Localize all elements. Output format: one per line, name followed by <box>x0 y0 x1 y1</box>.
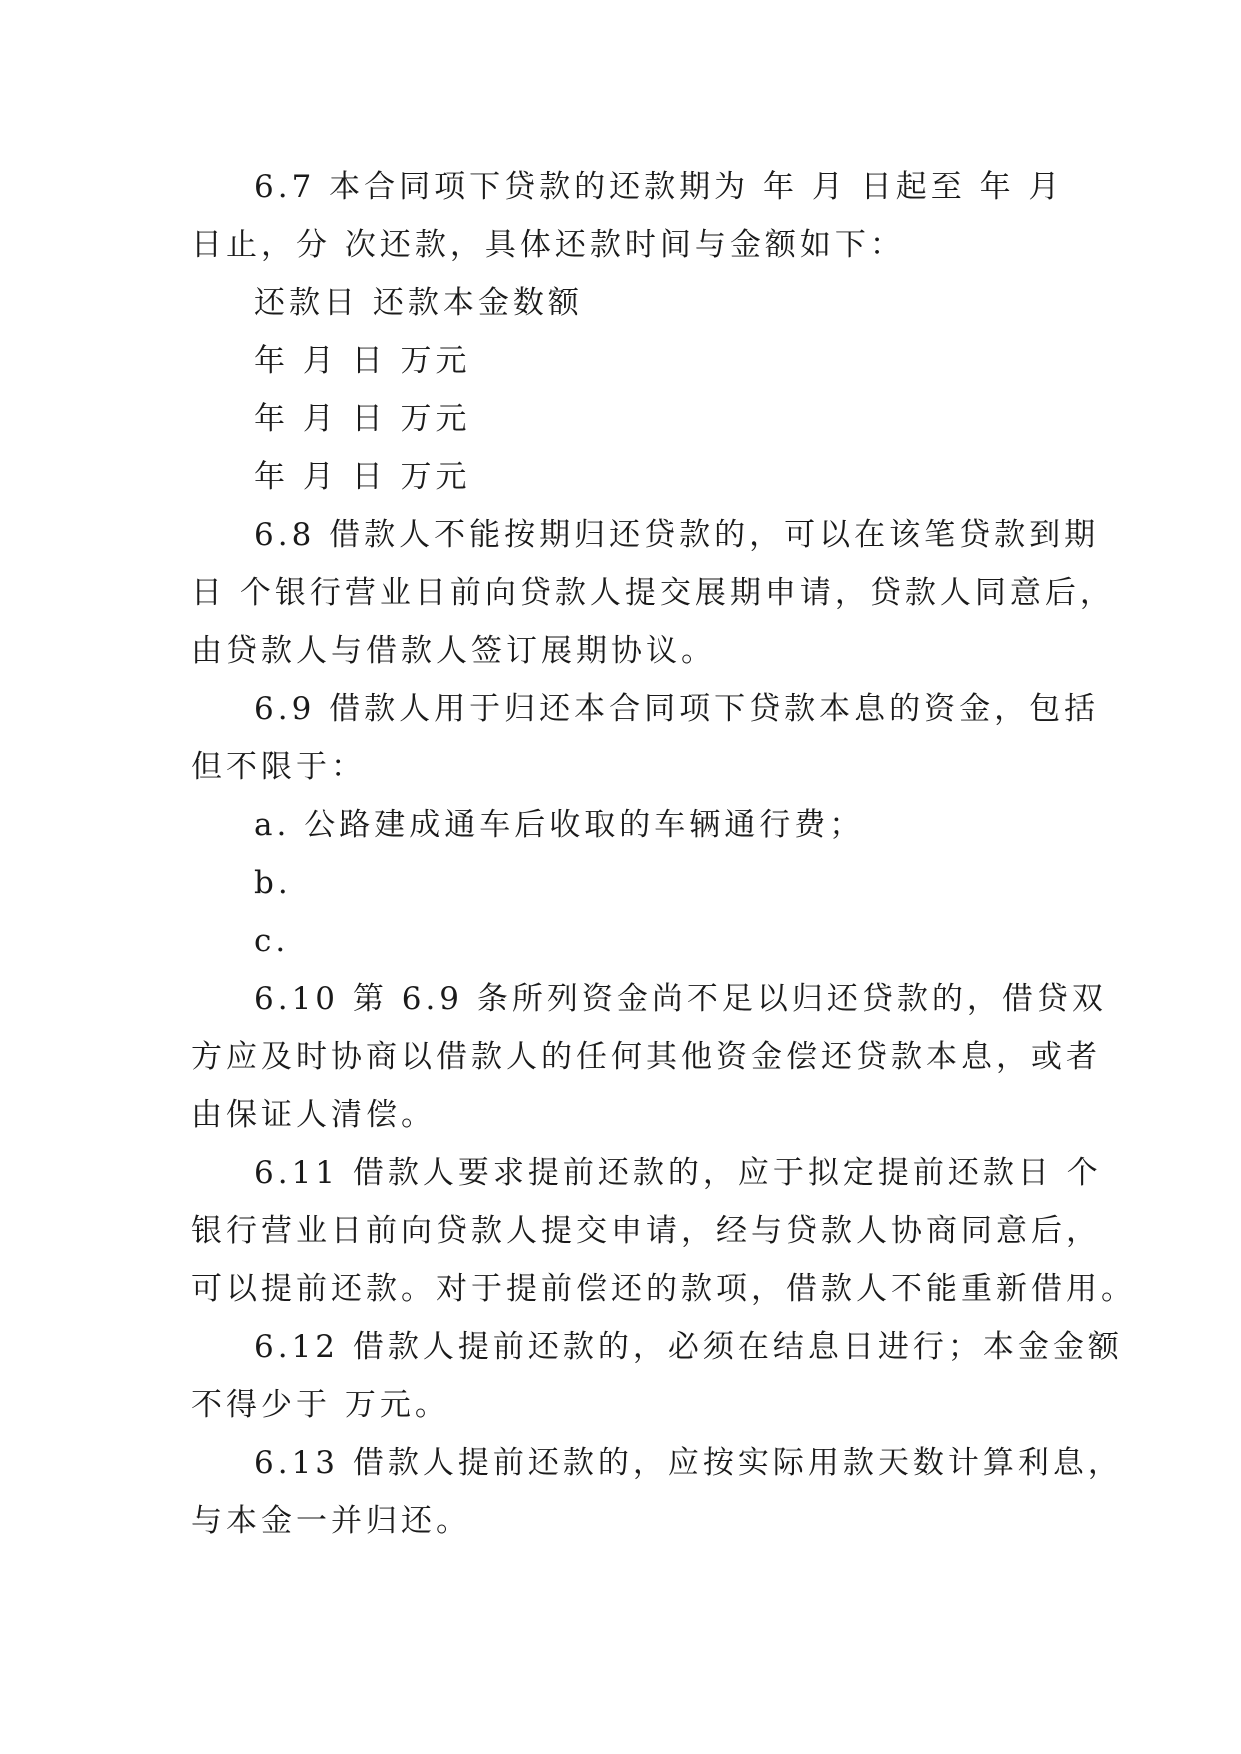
repayment-table-row: 年 月 日 万元 <box>254 401 471 437</box>
clause-6-13-line-2: 与本金一并归还。 <box>191 1503 471 1539</box>
clause-6-7-line-2: 日止，分 次还款，具体还款时间与金额如下： <box>191 227 905 263</box>
clause-6-7-line-1: 6.7 本合同项下贷款的还款期为 年 月 日起至 年 月 <box>254 169 1064 205</box>
clause-6-12-line-2: 不得少于 万元。 <box>191 1387 450 1423</box>
document-body <box>191 158 1136 1550</box>
clause-6-9-item-a: a. 公路建成通车后收取的车辆通行费； <box>254 807 865 843</box>
clause-6-9-line-2: 但不限于： <box>191 749 366 785</box>
clause-6-9-item-c: c. <box>254 923 290 959</box>
clause-6-11-line-3: 可以提前还款。对于提前偿还的款项，借款人不能重新借用。 <box>191 1271 1136 1307</box>
clause-6-8-line-1: 6.8 借款人不能按期归还贷款的，可以在该笔贷款到期 <box>254 517 1100 553</box>
clause-6-11-line-1: 6.11 借款人要求提前还款的，应于拟定提前还款日 个 <box>254 1155 1102 1191</box>
clause-6-10-line-3: 由保证人清偿。 <box>191 1097 436 1133</box>
clause-6-9-item-b: b. <box>254 865 292 901</box>
clause-6-12-line-1: 6.12 借款人提前还款的，必须在结息日进行；本金金额 <box>254 1329 1123 1365</box>
clause-6-10-line-1: 6.10 第 6.9 条所列资金尚不足以归还贷款的，借贷双 <box>254 981 1107 1017</box>
repayment-table-header: 还款日 还款本金数额 <box>254 285 583 321</box>
clause-6-8-line-3: 由贷款人与借款人签订展期协议。 <box>191 633 716 669</box>
clause-6-10-line-2: 方应及时协商以借款人的任何其他资金偿还贷款本息，或者 <box>191 1039 1101 1075</box>
clause-6-9-line-1: 6.9 借款人用于归还本合同项下贷款本息的资金，包括 <box>254 691 1100 727</box>
clause-6-11-line-2: 银行营业日前向贷款人提交申请，经与贷款人协商同意后， <box>191 1213 1101 1249</box>
repayment-table-row: 年 月 日 万元 <box>254 459 471 495</box>
repayment-table-row: 年 月 日 万元 <box>254 343 471 379</box>
clause-6-8-line-2: 日 个银行营业日前向贷款人提交展期申请，贷款人同意后， <box>191 575 1115 611</box>
clause-6-13-line-1: 6.13 借款人提前还款的，应按实际用款天数计算利息， <box>254 1445 1123 1481</box>
